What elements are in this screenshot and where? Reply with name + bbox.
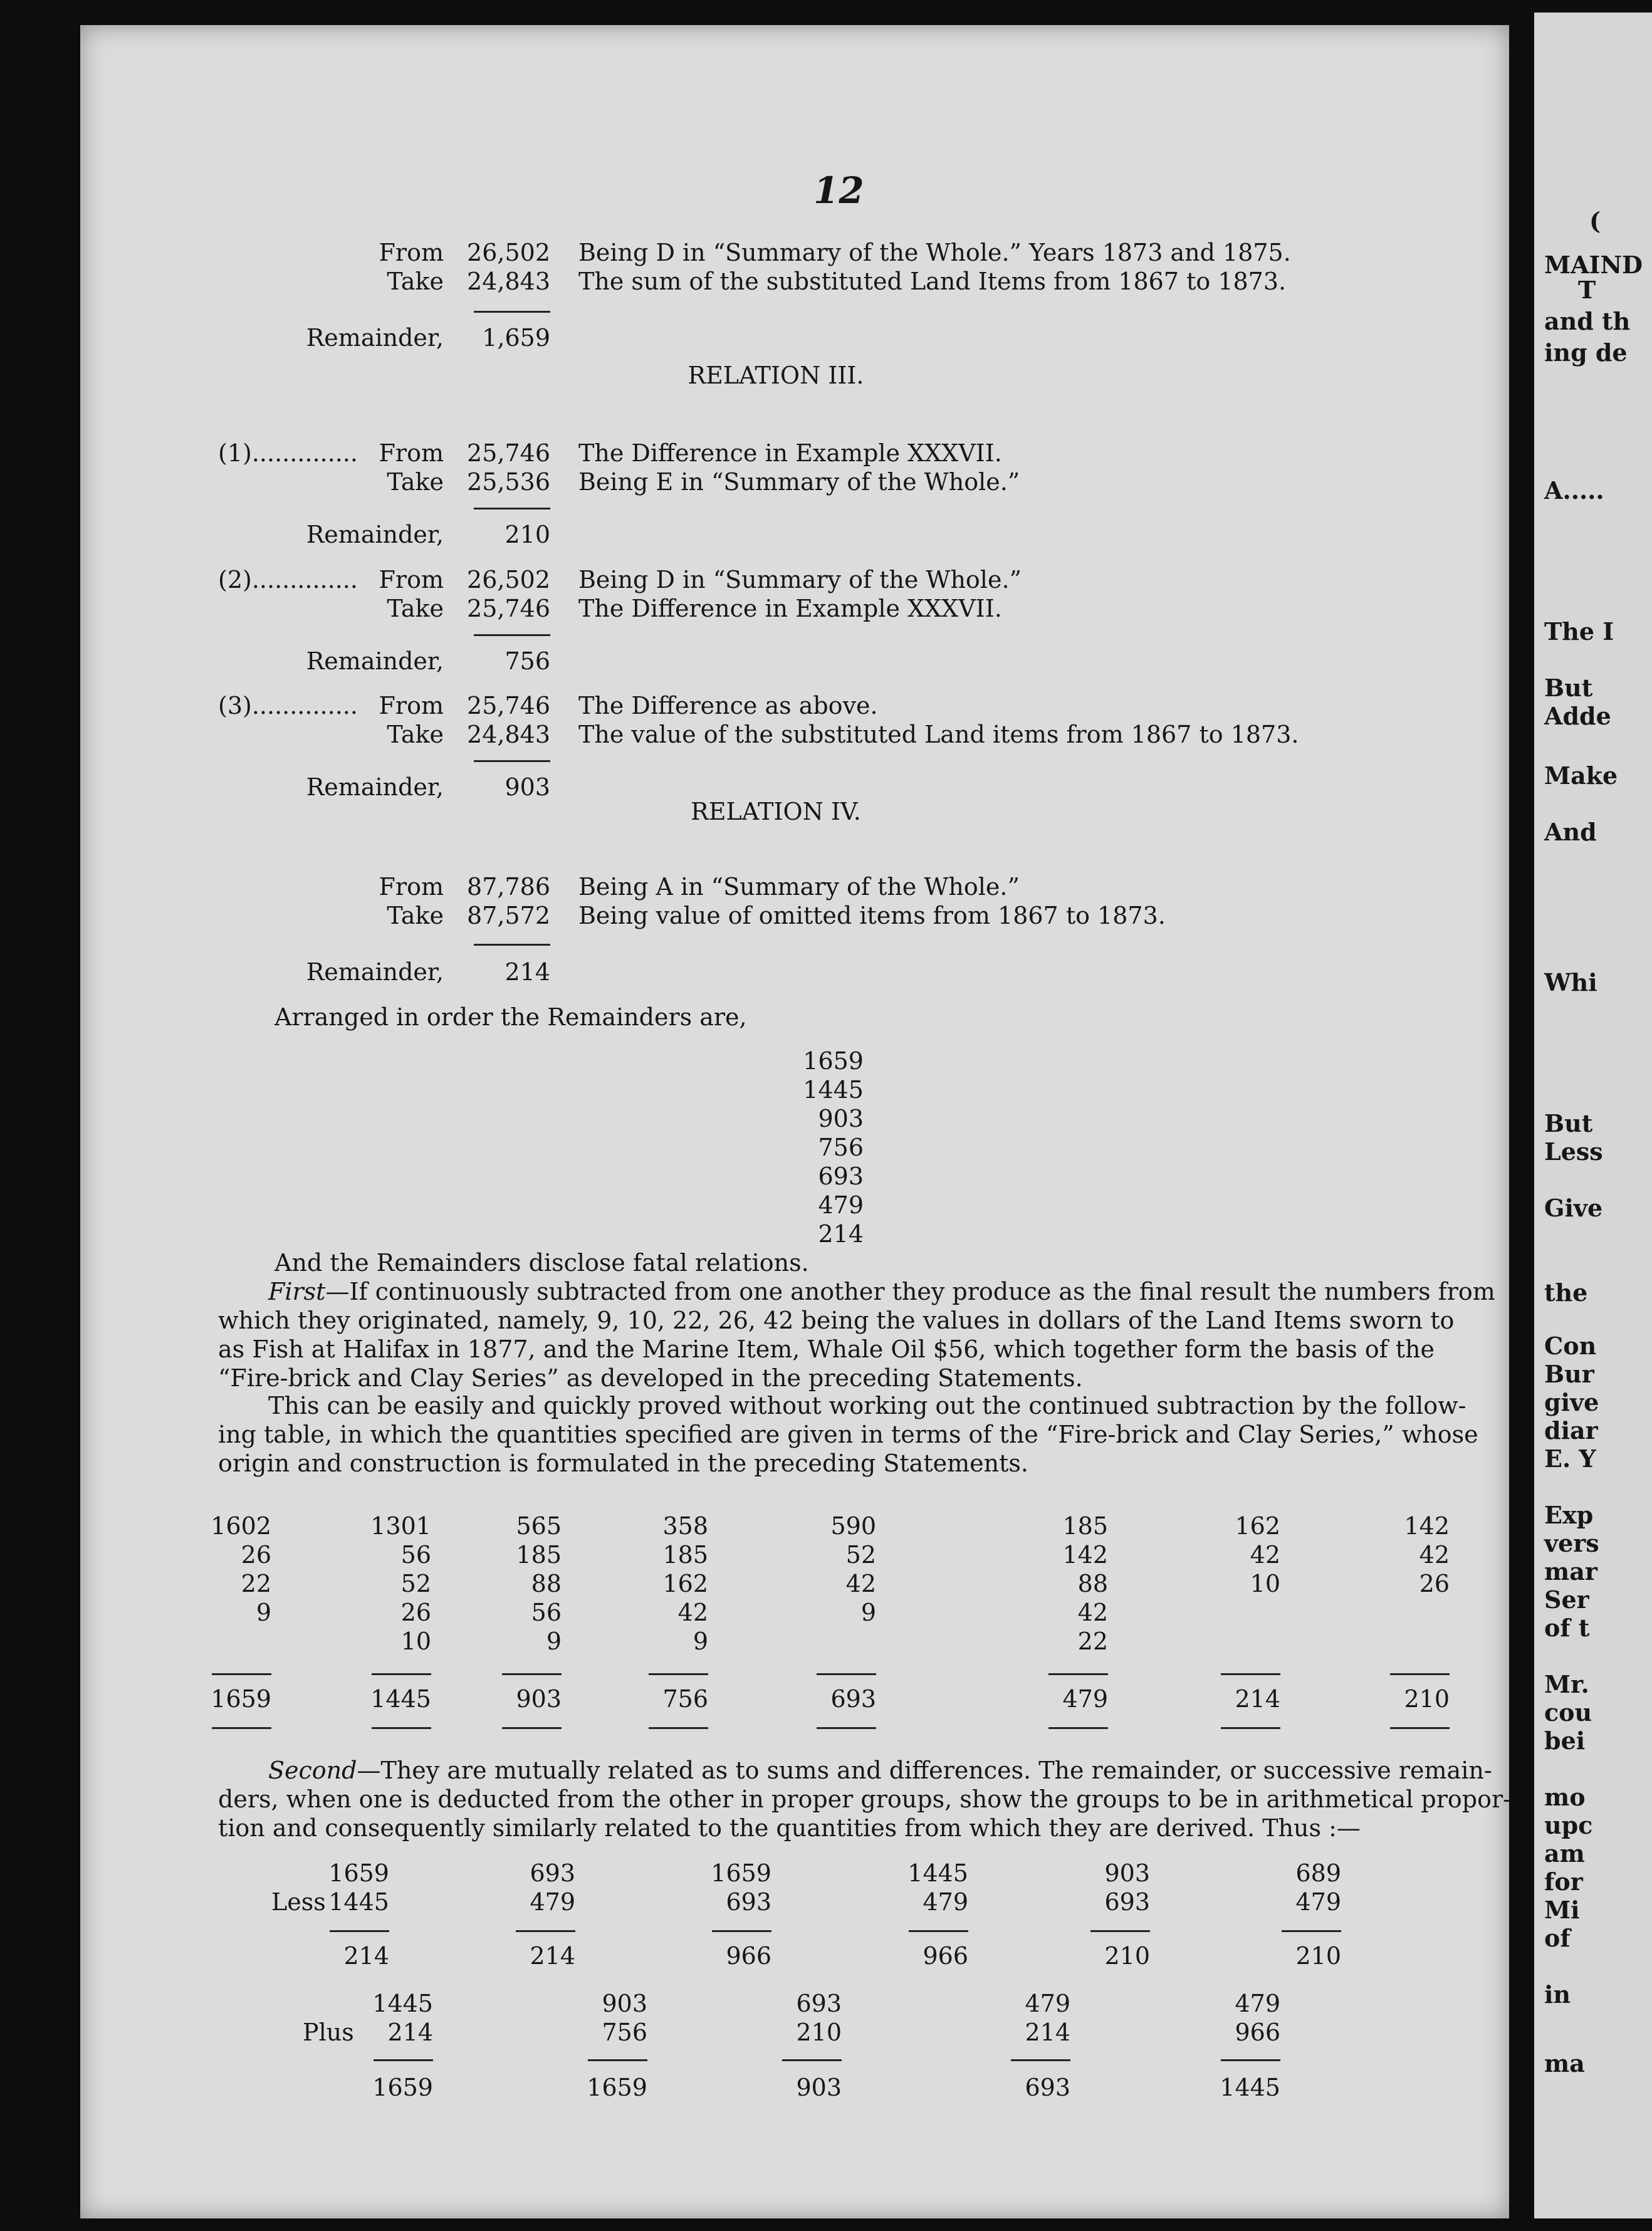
- adjacent-page-text: diar: [1544, 1416, 1598, 1445]
- adjacent-page-text: Give: [1544, 1194, 1603, 1222]
- adjacent-page-text: give: [1544, 1388, 1599, 1416]
- plus-top: 903: [602, 1990, 647, 2017]
- operation-value: 24,843: [467, 721, 550, 748]
- table-cell: 185: [516, 1541, 562, 1569]
- section-heading: RELATION IV.: [691, 798, 861, 825]
- table-cell: 9: [860, 1599, 876, 1626]
- adjacent-page-text: for: [1544, 1868, 1583, 1896]
- remainder-label: Remainder,: [306, 958, 444, 986]
- table-rule: [649, 1727, 708, 1729]
- subtraction-rule: [474, 634, 550, 636]
- table-cell: 42: [1419, 1541, 1450, 1569]
- less-rule: [712, 1930, 771, 1932]
- remainder-list-item: 479: [818, 1191, 864, 1219]
- example-number: (1)..............: [218, 439, 358, 467]
- operation-value: 24,843: [467, 268, 550, 295]
- table-cell: 52: [400, 1570, 431, 1597]
- adjacent-page-text: ing de: [1544, 338, 1628, 367]
- less-top: 689: [1295, 1859, 1341, 1887]
- adjacent-page-text: Whi: [1544, 968, 1597, 996]
- table-cell: 10: [1250, 1570, 1280, 1597]
- less-result: 214: [530, 1942, 575, 1970]
- less-rule: [909, 1930, 968, 1932]
- adjacent-page-text: And: [1544, 818, 1597, 846]
- remainder-list-item: 903: [818, 1105, 864, 1132]
- operation-description: The Difference in Example XXXVII.: [578, 595, 1002, 622]
- table-total: 693: [830, 1685, 876, 1713]
- table-cell: 22: [1077, 1628, 1108, 1655]
- table-cell: 42: [1077, 1599, 1108, 1626]
- operation-description: Being E in “Summary of the Whole.”: [578, 468, 1020, 496]
- table-cell: 88: [1077, 1570, 1108, 1597]
- table-cell: 9: [546, 1628, 562, 1655]
- operation-description: Being D in “Summary of the Whole.” Years 1873 and 1875.: [578, 239, 1291, 266]
- subtraction-rule: [474, 508, 550, 509]
- less-top: 1445: [907, 1859, 968, 1887]
- adjacent-page-text: Bur: [1544, 1360, 1594, 1388]
- operation-description: Being A in “Summary of the Whole.”: [578, 873, 1020, 901]
- table-total: 756: [662, 1685, 708, 1713]
- less-bottom: 693: [1104, 1888, 1150, 1916]
- less-label: Less: [271, 1888, 326, 1916]
- table-rule: [1221, 1727, 1280, 1729]
- remainder-value: 1,659: [482, 324, 550, 352]
- adjacent-page-text: mar: [1544, 1557, 1597, 1586]
- adjacent-page-text: the: [1544, 1278, 1588, 1307]
- table-cell: 42: [845, 1570, 876, 1597]
- adjacent-page-text: and th: [1544, 307, 1631, 335]
- paragraph-text: —They are mutually related as to sums and differences. The remainder, or successive remain-: [357, 1757, 1492, 1784]
- less-result: 214: [343, 1942, 389, 1970]
- table-rule: [649, 1673, 708, 1675]
- plus-bottom: 214: [1025, 2019, 1070, 2046]
- paragraph-lead: First: [268, 1278, 326, 1305]
- less-top: 1659: [328, 1859, 389, 1887]
- adjacent-page-text: But: [1544, 674, 1593, 702]
- paragraph-line: ders, when one is deducted from the other in proper groups, show the groups to be in arithmetical propor-: [218, 1785, 1511, 1813]
- table-rule: [1390, 1727, 1450, 1729]
- table-cell: 1301: [370, 1512, 431, 1540]
- adjacent-page-text: E. Y: [1544, 1445, 1596, 1473]
- paragraph-line: “Fire-brick and Clay Series” as developed in the preceding Statements.: [218, 1364, 1083, 1392]
- less-bottom: 693: [726, 1888, 771, 1916]
- table-rule: [1221, 1673, 1280, 1675]
- table-cell: 42: [1250, 1541, 1280, 1569]
- plus-rule: [374, 2059, 433, 2061]
- table-rule: [1048, 1727, 1108, 1729]
- operation-value: 25,746: [467, 595, 550, 622]
- remainder-label: Remainder,: [306, 647, 444, 675]
- table-total: 1659: [211, 1685, 271, 1713]
- table-total: 210: [1404, 1685, 1450, 1713]
- subtraction-rule: [474, 760, 550, 762]
- table-total: 479: [1062, 1685, 1108, 1713]
- adjacent-page-text: Exp: [1544, 1501, 1594, 1529]
- operation-value: 25,536: [467, 468, 550, 496]
- table-cell: 358: [662, 1512, 708, 1540]
- less-top: 693: [530, 1859, 575, 1887]
- adjacent-page-text: upc: [1544, 1811, 1593, 1839]
- operation-value: 26,502: [467, 239, 550, 266]
- paragraph-lead: Second: [268, 1757, 357, 1784]
- plus-top: 1445: [372, 1990, 433, 2017]
- subtraction-rule: [474, 311, 550, 313]
- table-cell: 185: [662, 1541, 708, 1569]
- table-rule: [212, 1673, 271, 1675]
- remainder-value: 210: [504, 521, 550, 548]
- operation-description: The sum of the substituted Land Items from 1867 to 1873.: [578, 268, 1287, 295]
- adjacent-page-text: The I: [1544, 617, 1614, 645]
- less-rule: [1090, 1930, 1150, 1932]
- remainder-list-item: 1659: [803, 1047, 864, 1075]
- table-cell: 565: [516, 1512, 562, 1540]
- operation-label: From: [379, 439, 444, 467]
- operation-description: Being value of omitted items from 1867 to 1873.: [578, 902, 1166, 929]
- adjacent-page-text: of t: [1544, 1614, 1590, 1642]
- plus-rule: [588, 2059, 647, 2061]
- less-result: 210: [1295, 1942, 1341, 1970]
- table-cell: 26: [241, 1541, 271, 1569]
- table-cell: 56: [531, 1599, 562, 1626]
- document-page: [80, 25, 1509, 2218]
- plus-result: 903: [796, 2074, 842, 2101]
- plus-rule: [1221, 2059, 1280, 2061]
- adjacent-page-text: But: [1544, 1109, 1593, 1137]
- adjacent-page-text: Make: [1544, 761, 1618, 790]
- adjacent-page-text: Ser: [1544, 1586, 1589, 1614]
- adjacent-page-text: vers: [1544, 1529, 1599, 1557]
- less-result: 210: [1104, 1942, 1150, 1970]
- plus-label: Plus: [303, 2019, 354, 2046]
- table-cell: 142: [1404, 1512, 1450, 1540]
- adjacent-page-text: Mr.: [1544, 1670, 1589, 1698]
- plus-rule: [782, 2059, 842, 2061]
- operation-label: Take: [387, 595, 444, 622]
- adjacent-page-text: (: [1589, 207, 1601, 235]
- paragraph-line: This can be easily and quickly proved without working out the continued subtraction by the follow-: [268, 1392, 1466, 1419]
- table-cell: 1602: [211, 1512, 271, 1540]
- operation-label: From: [379, 239, 444, 266]
- adjacent-page-text: Less: [1544, 1137, 1603, 1166]
- adjacent-page-text: in: [1544, 1980, 1571, 2009]
- paragraph-line: origin and construction is formulated in the preceding Statements.: [218, 1450, 1028, 1477]
- operation-label: From: [379, 566, 444, 593]
- table-rule: [502, 1727, 562, 1729]
- operation-label: Take: [387, 902, 444, 929]
- table-cell: 142: [1062, 1541, 1108, 1569]
- table-rule: [212, 1727, 271, 1729]
- less-bottom: 479: [923, 1888, 968, 1916]
- subtraction-rule: [474, 944, 550, 946]
- paragraph-line: And the Remainders disclose fatal relations.: [274, 1249, 809, 1277]
- plus-bottom: 210: [796, 2019, 842, 2046]
- adjacent-page-text: of: [1544, 1924, 1571, 1952]
- paragraph-line: which they originated, namely, 9, 10, 22, 26, 42 being the values in dollars of the Land Items sworn to: [218, 1307, 1455, 1334]
- plus-result: 693: [1025, 2074, 1070, 2101]
- plus-bottom: 756: [602, 2019, 647, 2046]
- table-cell: 52: [845, 1541, 876, 1569]
- plus-top: 479: [1235, 1990, 1280, 2017]
- plus-top: 479: [1025, 1990, 1070, 2017]
- table-total: 903: [516, 1685, 562, 1713]
- adjacent-page-text: MAIND: [1544, 251, 1643, 279]
- adjacent-page-text: bei: [1544, 1727, 1586, 1755]
- operation-label: From: [379, 692, 444, 719]
- plus-result: 1659: [372, 2074, 433, 2101]
- operation-value: 25,746: [467, 692, 550, 719]
- operation-description: The value of the substituted Land items from 1867 to 1873.: [578, 721, 1299, 748]
- remainder-label: Remainder,: [306, 521, 444, 548]
- table-cell: 22: [241, 1570, 271, 1597]
- operation-label: Take: [387, 468, 444, 496]
- paragraph-line: as Fish at Halifax in 1877, and the Marine Item, Whale Oil $56, which together form the basis of the: [218, 1335, 1435, 1363]
- plus-rule: [1011, 2059, 1070, 2061]
- less-result: 966: [923, 1942, 968, 1970]
- plus-bottom: 214: [387, 2019, 433, 2046]
- adjacent-page-text: Con: [1544, 1332, 1597, 1360]
- adjacent-page-text: cou: [1544, 1698, 1592, 1727]
- plus-result: 1445: [1220, 2074, 1280, 2101]
- paragraph-line: ing table, in which the quantities specified are given in terms of the “Fire-brick and Clay Series,” whose: [218, 1421, 1478, 1448]
- paragraph-text: —If continuously subtracted from one another they produce as the final result the numbers from: [325, 1278, 1495, 1305]
- table-cell: 26: [1419, 1570, 1450, 1597]
- remainder-label: Remainder,: [306, 773, 444, 801]
- table-cell: 162: [662, 1570, 708, 1597]
- plus-top: 693: [796, 1990, 842, 2017]
- table-rule: [817, 1673, 876, 1675]
- operation-label: Take: [387, 721, 444, 748]
- table-rule: [372, 1727, 431, 1729]
- remainder-value: 903: [504, 773, 550, 801]
- paragraph-line: Arranged in order the Remainders are,: [274, 1003, 747, 1031]
- paragraph-line: [268, 1756, 1492, 1785]
- adjacent-page-text: ma: [1544, 2049, 1585, 2077]
- table-cell: 56: [400, 1541, 431, 1569]
- less-top: 1659: [711, 1859, 771, 1887]
- operation-label: Take: [387, 268, 444, 295]
- operation-value: 87,572: [467, 902, 550, 929]
- remainder-list-item: 1445: [803, 1076, 864, 1104]
- adjacent-page-text: T: [1578, 276, 1596, 304]
- less-bottom: 479: [530, 1888, 575, 1916]
- adjacent-page-text: mo: [1544, 1783, 1586, 1811]
- operation-value: 26,502: [467, 566, 550, 593]
- operation-description: The Difference as above.: [578, 692, 878, 719]
- plus-bottom: 966: [1235, 2019, 1280, 2046]
- less-bottom: 479: [1295, 1888, 1341, 1916]
- table-rule: [1048, 1673, 1108, 1675]
- remainder-label: Remainder,: [306, 324, 444, 352]
- table-rule: [1390, 1673, 1450, 1675]
- table-cell: 42: [677, 1599, 708, 1626]
- table-cell: 10: [400, 1628, 431, 1655]
- table-cell: 9: [256, 1599, 271, 1626]
- page-number: 12: [813, 169, 864, 212]
- table-cell: 26: [400, 1599, 431, 1626]
- remainder-list-item: 693: [818, 1163, 864, 1190]
- operation-description: Being D in “Summary of the Whole.”: [578, 566, 1022, 593]
- table-rule: [817, 1727, 876, 1729]
- table-cell: 185: [1062, 1512, 1108, 1540]
- section-heading: RELATION III.: [687, 362, 864, 389]
- table-total: 214: [1235, 1685, 1280, 1713]
- example-number: (2)..............: [218, 566, 358, 593]
- remainder-list-item: 756: [818, 1134, 864, 1161]
- less-rule: [516, 1930, 575, 1932]
- adjacent-page-fragment: [1534, 13, 1652, 2218]
- less-bottom: 1445: [328, 1888, 389, 1916]
- table-cell: 590: [830, 1512, 876, 1540]
- plus-result: 1659: [587, 2074, 647, 2101]
- adjacent-page-text: am: [1544, 1839, 1585, 1868]
- table-total: 1445: [370, 1685, 431, 1713]
- adjacent-page-text: A.....: [1544, 476, 1604, 504]
- adjacent-page-text: Adde: [1544, 702, 1611, 730]
- table-cell: 9: [693, 1628, 708, 1655]
- table-rule: [502, 1673, 562, 1675]
- paragraph-line: tion and consequently similarly related to the quantities from which they are derived. Thus :—: [218, 1814, 1361, 1842]
- remainder-value: 214: [504, 958, 550, 986]
- remainder-value: 756: [504, 647, 550, 675]
- remainder-list-item: 214: [818, 1220, 864, 1248]
- less-rule: [330, 1930, 389, 1932]
- less-rule: [1282, 1930, 1341, 1932]
- table-cell: 88: [531, 1570, 562, 1597]
- example-number: (3)..............: [218, 692, 358, 719]
- operation-value: 87,786: [467, 873, 550, 901]
- paragraph-line: [268, 1277, 1495, 1306]
- table-cell: 162: [1235, 1512, 1280, 1540]
- operation-description: The Difference in Example XXXVII.: [578, 439, 1002, 467]
- table-rule: [372, 1673, 431, 1675]
- operation-value: 25,746: [467, 439, 550, 467]
- adjacent-page-text: Mi: [1544, 1896, 1580, 1924]
- operation-label: From: [379, 873, 444, 901]
- less-top: 903: [1104, 1859, 1150, 1887]
- less-result: 966: [726, 1942, 771, 1970]
